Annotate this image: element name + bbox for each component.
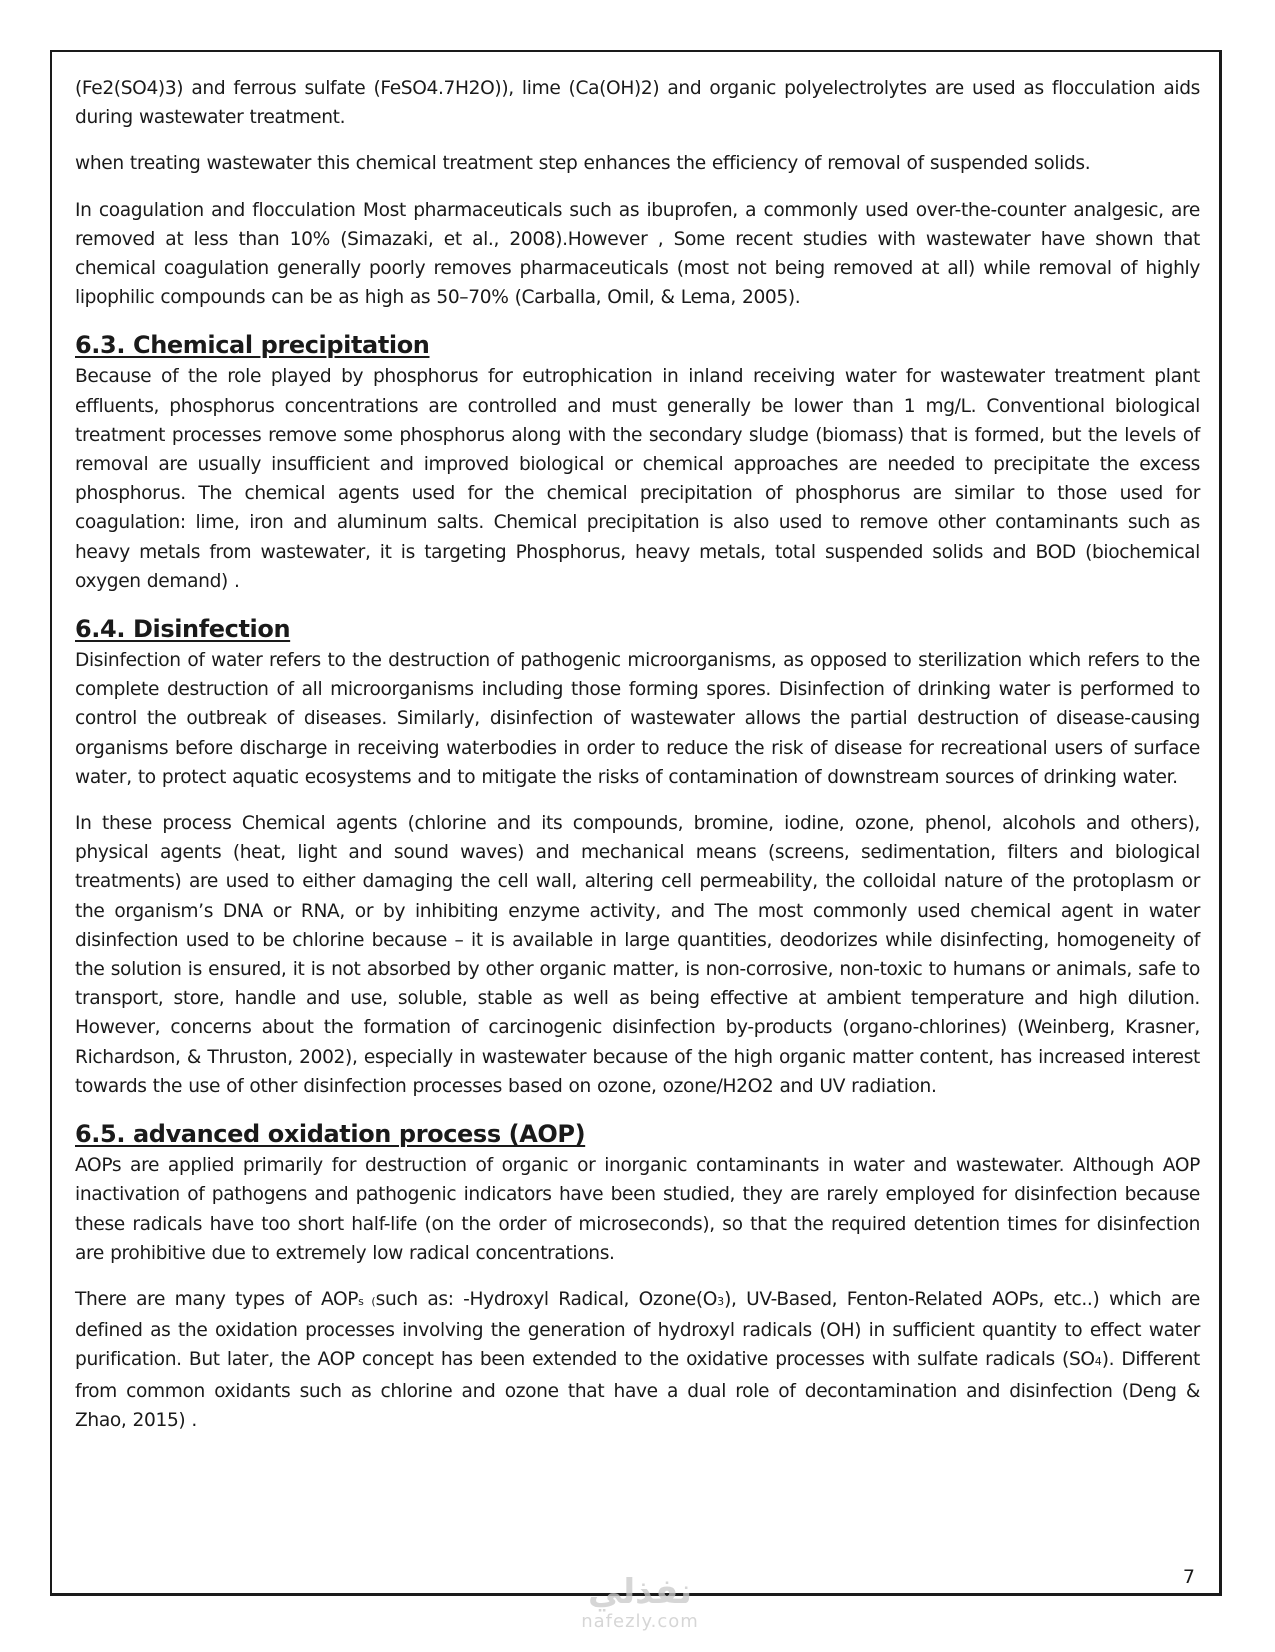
paragraph-chemical-precipitation: Because of the role played by phosphorus for eutrophication in inland receiving water for wastewater treatment plant effluents, phosphorus concentrations are controlled and must generally be lower than 1 mg/L. Conventional biological treatment processes remove some phosphorus along with the secondary sludge (biomass) that is formed, but the levels of removal are usually insufficient and improved biological or chemical approaches are needed to precipitate the excess phosphorus. The chemical agents used for the chemical precipitation of phosphorus are similar to those used for coagulation: lime, iron and aluminum salts. Chemical precipitation is also used to remove other contaminants such as heavy metals from wastewater, it is targeting Phosphorus, heavy metals, total suspended solids and BOD (biochemical oxygen demand) . <box>75 366 1200 592</box>
document-body <box>75 74 1200 1452</box>
paragraph-flocculation-aids: (Fe2(SO4)3) and ferrous sulfate (FeSO4.7H2O)), lime (Ca(OH)2) and organic polyelectrolytes are used as flocculation aids during wastewater treatment. <box>75 78 1200 129</box>
page-number: 7 <box>1182 1566 1195 1588</box>
sulfate-subscript: 4 <box>1094 1355 1102 1369</box>
ozone-subscript: 3 <box>717 1294 725 1308</box>
paragraph-aop-types <box>75 1285 1200 1435</box>
heading-disinfection: 6.4. Disinfection <box>75 615 291 644</box>
aop-subscript-s: s ( <box>358 1294 376 1308</box>
paragraph-disinfection-agents: In these process Chemical agents (chlorine and its compounds, bromine, iodine, ozone, phenol, alcohols and others), physical agents (heat, light and sound waves) and mechanical means (screens, sedimentation, filters and biological treatments) are used to either damaging the cell wall, altering cell permeability, the colloidal nature of the protoplasm or the organism’s DNA or RNA, or by inhibiting enzyme activity, and The most commonly used chemical agent in water disinfection used to be chlorine because – it is available in large quantities, deodorizes while disinfecting, homogeneity of the solution is ensured, it is not absorbed by other organic matter, is non-corrosive, non-toxic to humans or animals, safe to transport, store, handle and use, soluble, stable as well as being effective at ambient temperature and high dilution. However, concerns about the formation of carcinogenic disinfection by-products (organo-chlorines) (Weinberg, Krasner, Richardson, & Thruston, 2002), especially in wastewater because of the high organic matter content, has increased interest towards the use of other disinfection processes based on ozone, ozone/H2O2 and UV radiation. <box>75 813 1200 1097</box>
paragraph-chemical-treatment-step: when treating wastewater this chemical treatment step enhances the efficiency of removal of suspended solids. <box>75 153 1091 175</box>
paragraph-aop-applications: AOPs are applied primarily for destruction of organic or inorganic contaminants in water and wastewater. Although AOP inactivation of pathogens and pathogenic indicators have been studied, they are rarely employed for disinfection because these radicals have too short half-life (on the order of microseconds), so that the required detention times for disinfection are prohibitive due to extremely low radical concentrations. <box>75 1155 1200 1264</box>
watermark-logo: نفذلي <box>587 1572 693 1612</box>
heading-advanced-oxidation-process: 6.5. advanced oxidation process (AOP) <box>75 1120 586 1149</box>
aop-text-c: ), UV-Based, Fenton-Related AOPs, etc..) which are defined as the oxidation processes involving the generation of hydroxyl radicals (OH) in sufficient quantity to effect water purification. But later, the AOP concept has been extended to the oxidative processes with sulfate radicals (SO <box>75 1288 1200 1371</box>
watermark <box>555 1572 725 1652</box>
aop-text-a: There are many types of AOP <box>75 1288 359 1310</box>
heading-chemical-precipitation: 6.3. Chemical precipitation <box>75 331 430 360</box>
aop-text-b: such as: -Hydroxyl Radical, Ozone(O <box>375 1288 718 1310</box>
watermark-text: nafezly.com <box>581 1611 699 1632</box>
paragraph-coagulation-pharmaceuticals: In coagulation and flocculation Most pharmaceuticals such as ibuprofen, a commonly used over-the-counter analgesic, are removed at less than 10% (Simazaki, et al., 2008).However , Some recent studies with wastewater have shown that chemical coagulation generally poorly removes pharmaceuticals (most not being removed at all) while removal of highly lipophilic compounds can be as high as 50–70% (Carballa, Omil, & Lema, 2005). <box>75 199 1200 309</box>
aop-text-d: ). Different from common oxidants such as chlorine and ozone that have a dual role of decontamination and disinfection (Deng & Zhao, 2015) . <box>75 1349 1200 1431</box>
paragraph-disinfection-definition: Disinfection of water refers to the destruction of pathogenic microorganisms, as opposed to sterilization which refers to the complete destruction of all microorganisms including those forming spores. Disinfection of drinking water is performed to control the outbreak of diseases. Similarly, disinfection of wastewater allows the partial destruction of disease-causing organisms before discharge in receiving waterbodies in order to reduce the risk of disease for recreational users of surface water, to protect aquatic ecosystems and to mitigate the risks of contamination of downstream sources of drinking water. <box>75 650 1200 788</box>
